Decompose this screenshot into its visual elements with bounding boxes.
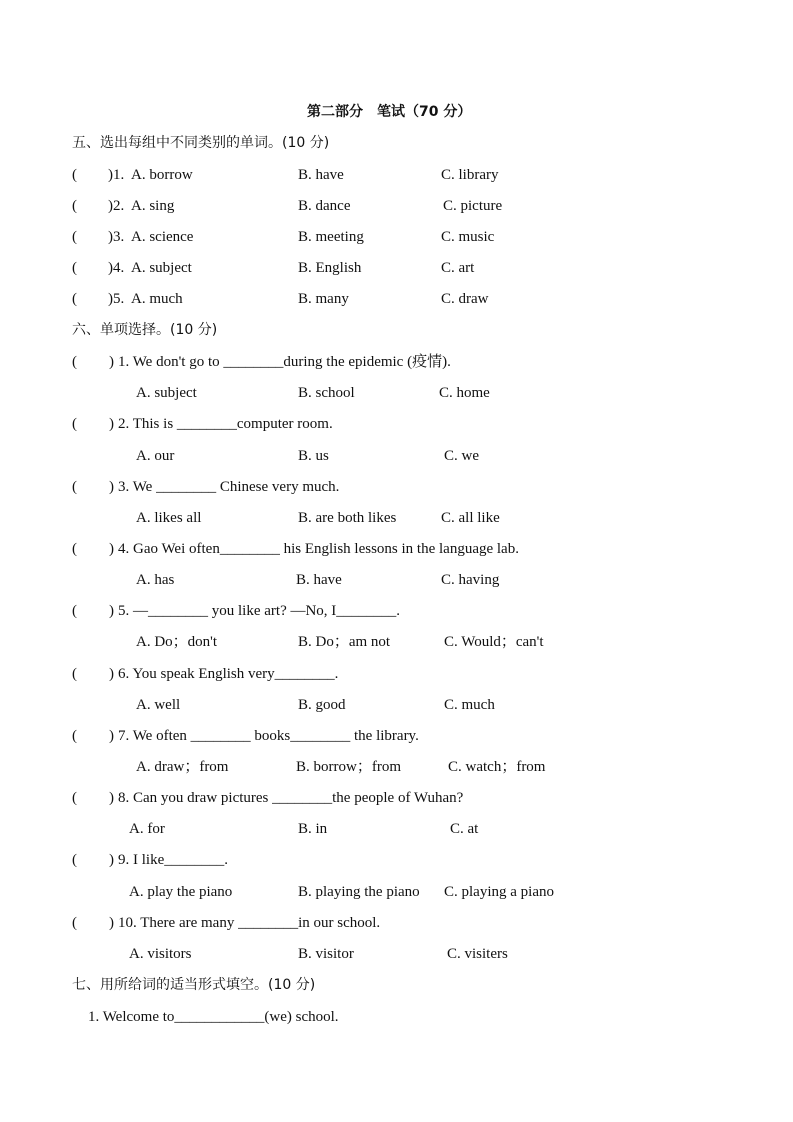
option-a: A. sing [131,198,175,214]
question-number: )4. [108,260,125,276]
option-b: B. playing the piano [298,883,420,900]
option-a: A. our [136,447,175,464]
option-c: C. picture [443,198,503,214]
answer-blank-close: ) [109,416,114,433]
option-a: A. has [136,572,175,589]
option-a: A. draw；from [136,759,229,775]
option-b: B. dance [298,198,351,214]
option-b: B. have [296,572,342,589]
answer-blank-open: ( [72,727,77,744]
option-b: B. visitor [298,945,354,962]
option-a: A. well [136,696,181,713]
option-a: A. play the piano [129,883,233,900]
option-a: A. subject [136,385,197,402]
answer-blank-open: ( [72,665,77,682]
option-a: A. borrow [131,167,193,183]
question-stem: 5. —________ you like art? —No, I________. [118,603,401,620]
answer-blank-close: ) [109,354,114,370]
answer-blank-open: ( [72,790,77,807]
answer-blank-open: ( [72,914,77,931]
option-c: C. library [441,167,499,183]
option-c: C. we [444,447,479,464]
option-c: C. having [441,572,500,589]
option-b: B. are both likes [298,509,397,526]
answer-blank-close: ) [109,790,114,807]
option-c: C. visiters [447,945,508,962]
answer-blank-open: ( [72,260,77,276]
option-a: A. likes all [136,509,202,526]
question-number: )3. [108,229,125,245]
answer-blank-close: ) [109,852,114,869]
option-a: A. much [131,291,183,307]
section5-heading: 五、选出每组中不同类别的单词。(10 分) [72,135,330,151]
option-c: C. art [441,260,475,276]
option-c: C. playing a piano [444,883,554,900]
answer-blank-open: ( [72,291,77,307]
option-c: C. watch；from [448,759,546,775]
option-c: C. all like [441,509,500,526]
answer-blank-open: ( [72,852,77,869]
answer-blank-close: ) [109,540,114,557]
option-c: C. home [439,385,490,402]
option-b: B. many [298,291,349,307]
question-stem: 2. This is ________computer room. [118,416,333,433]
part-title: 第二部分 笔试（70 分） [307,104,472,120]
question-number: )5. [108,291,125,307]
option-c: C. much [444,696,495,713]
question-number: )1. [108,167,125,183]
option-c: C. at [450,821,479,838]
option-b: B. borrow；from [296,759,401,775]
answer-blank-close: ) [109,478,114,495]
option-c: C. draw [441,291,489,307]
answer-blank-open: ( [72,354,77,370]
question-stem: 9. I like________. [118,852,228,869]
question-stem: 4. Gao Wei often________ his English lessons in the language lab. [118,540,519,557]
option-a: A. for [129,821,165,838]
option-a: A. science [131,229,194,245]
option-b: B. Do；am not [298,634,391,651]
option-a: A. visitors [129,945,192,962]
question-stem: 7. We often ________ books________ the library. [118,727,419,744]
option-b: B. English [298,260,362,276]
answer-blank-close: ) [109,665,114,682]
option-a: A. subject [131,260,192,276]
option-b: B. us [298,447,329,464]
answer-blank-open: ( [72,229,77,245]
answer-blank-open: ( [72,540,77,557]
section7-heading: 七、用所给词的适当形式填空。(10 分) [72,977,316,993]
answer-blank-close: ) [109,603,114,620]
question-number: )2. [108,198,125,214]
answer-blank-open: ( [72,478,77,495]
option-c: C. music [441,229,495,245]
answer-blank-close: ) [109,914,114,931]
answer-blank-close: ) [109,727,114,744]
option-b: B. meeting [298,229,364,245]
option-b: B. have [298,167,344,183]
option-b: B. good [298,696,346,713]
question-stem: 6. You speak English very________. [118,665,339,682]
option-c: C. Would；can't [444,634,544,651]
answer-blank-open: ( [72,198,77,214]
option-b: B. in [298,821,328,838]
option-b: B. school [298,385,355,402]
question-stem: 1. We don't go to ________during the epidemic (疫情). [118,354,451,370]
answer-blank-open: ( [72,416,77,433]
section6-heading: 六、单项选择。(10 分) [72,322,218,338]
question-stem: 10. There are many ________in our school. [118,914,381,931]
option-a: A. Do；don't [136,634,218,651]
question-stem: 8. Can you draw pictures ________the people of Wuhan? [118,790,464,807]
fill-blank-item: 1. Welcome to____________(we) school. [88,1009,339,1025]
answer-blank-open: ( [72,603,77,620]
question-stem: 3. We ________ Chinese very much. [118,478,340,495]
answer-blank-open: ( [72,167,77,183]
